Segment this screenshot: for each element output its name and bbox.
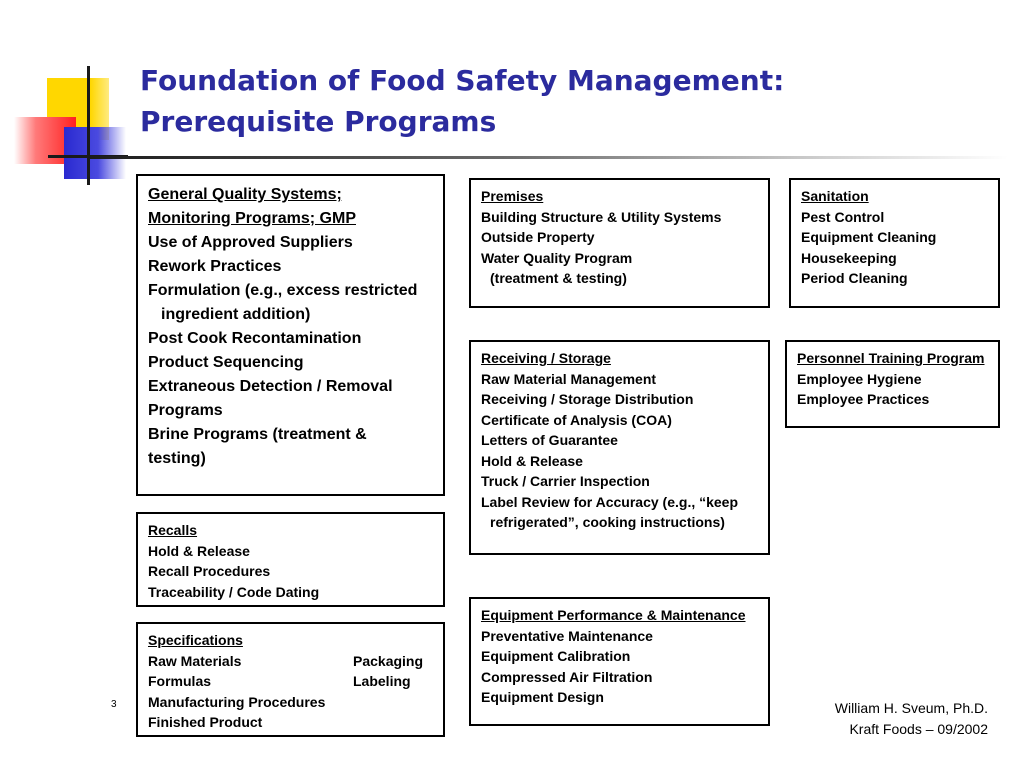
- box-heading: Specifications: [148, 632, 243, 648]
- list-item: Rework Practices: [148, 258, 282, 275]
- list-item: Period Cleaning: [801, 270, 908, 286]
- list-item: Hold & Release: [481, 452, 583, 469]
- slide-title: [140, 60, 784, 142]
- equipment-maintenance-box: [469, 597, 770, 726]
- list-item: Manufacturing Procedures: [148, 693, 326, 710]
- list-item: Water Quality Program: [481, 249, 633, 266]
- specs-row: [148, 651, 433, 672]
- footer-author: William H. Sveum, Ph.D.: [834, 700, 988, 716]
- list-item: Equipment Design: [481, 689, 604, 705]
- sanitation-box: [789, 178, 1000, 308]
- box-heading: Receiving / Storage: [481, 350, 611, 366]
- list-item: Compressed Air Filtration: [481, 668, 653, 685]
- title-divider: [88, 156, 1008, 159]
- general-quality-systems-box: [136, 174, 445, 496]
- footer-credit: [835, 698, 988, 740]
- title-line-2: Prerequisite Programs: [140, 105, 497, 138]
- logo-vertical-line: [87, 66, 90, 185]
- list-item: Packaging: [353, 652, 424, 669]
- list-item: Formulas: [148, 673, 212, 689]
- list-item: Formulation (e.g., excess restricted: [148, 282, 418, 299]
- list-item: testing): [148, 450, 206, 467]
- slide-number: 3: [111, 699, 117, 710]
- list-item: Hold & Release: [148, 542, 250, 559]
- list-item: Finished Product: [148, 714, 263, 730]
- list-item: Receiving / Storage Distribution: [481, 391, 694, 407]
- list-item: Labeling: [353, 673, 411, 689]
- title-line-1: Foundation of Food Safety Management:: [140, 64, 785, 97]
- box-heading: Recalls: [148, 522, 198, 538]
- list-item: Equipment Calibration: [481, 648, 631, 664]
- box-heading: Equipment Performance & Maintenance: [481, 607, 746, 623]
- list-item: Housekeeping: [801, 249, 897, 266]
- specifications-box: [136, 622, 445, 737]
- list-item: refrigerated”, cooking instructions): [490, 514, 725, 530]
- recalls-box: [136, 512, 445, 607]
- box-heading: Premises: [481, 188, 544, 204]
- list-item: Raw Materials: [148, 652, 242, 669]
- list-item: Programs: [148, 402, 223, 419]
- list-item: ingredient addition): [161, 306, 311, 323]
- list-item: Use of Approved Suppliers: [148, 234, 353, 251]
- list-item: Employee Hygiene: [797, 370, 922, 387]
- list-item: Outside Property: [481, 229, 595, 245]
- box-heading: Personnel Training Program: [797, 350, 985, 366]
- list-item: Traceability / Code Dating: [148, 583, 320, 600]
- list-item: Recall Procedures: [148, 563, 271, 579]
- box-heading: Monitoring Programs; GMP: [148, 210, 356, 227]
- list-item: Equipment Cleaning: [801, 229, 937, 245]
- box-heading: General Quality Systems;: [148, 186, 342, 203]
- premises-box: [469, 178, 770, 308]
- slide-logo: [0, 0, 140, 200]
- list-item: Certificate of Analysis (COA): [481, 411, 672, 428]
- list-item: Building Structure & Utility Systems: [481, 208, 722, 225]
- list-item: (treatment & testing): [490, 270, 627, 286]
- list-item: Label Review for Accuracy (e.g., “keep: [481, 493, 739, 510]
- list-item: Letters of Guarantee: [481, 432, 618, 448]
- list-item: Preventative Maintenance: [481, 627, 653, 644]
- list-item: Truck / Carrier Inspection: [481, 473, 650, 489]
- list-item: Extraneous Detection / Removal: [148, 378, 393, 395]
- list-item: Brine Programs (treatment &: [148, 426, 367, 443]
- list-item: Post Cook Recontamination: [148, 330, 362, 347]
- specs-row: [148, 671, 433, 692]
- box-heading: Sanitation: [801, 188, 869, 204]
- list-item: Raw Material Management: [481, 370, 657, 387]
- footer-org-date: Kraft Foods – 09/2002: [849, 721, 988, 737]
- list-item: Pest Control: [801, 208, 885, 225]
- list-item: Product Sequencing: [148, 354, 304, 371]
- receiving-storage-box: [469, 340, 770, 555]
- logo-blue-square: [64, 127, 126, 179]
- personnel-training-box: [785, 340, 1000, 428]
- list-item: Employee Practices: [797, 391, 930, 407]
